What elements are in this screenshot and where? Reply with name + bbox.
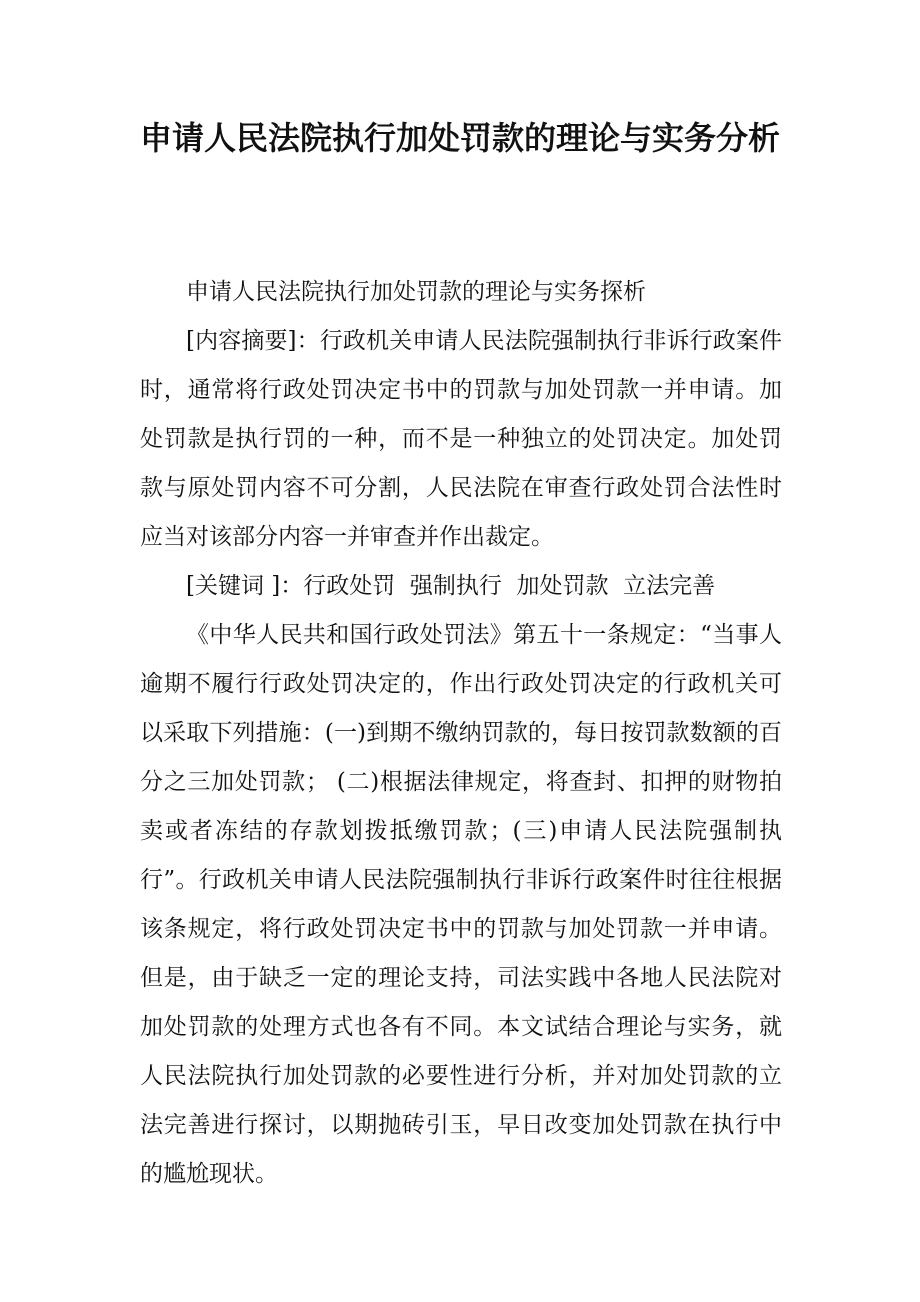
document-title: 申请人民法院执行加处罚款的理论与实务分析 [139, 119, 780, 157]
paragraph-keywords: [关键词 ]：行政处罚 强制执行 加处罚款 立法完善 [186, 573, 716, 599]
paragraph-introduction: 《中华人民共和国行政处罚法》第五十一条规定：“当事人逾期不履行行政处罚决定的，作出行政处罚决定的行政机关可以采取下列措施：(一)到期不缴纳罚款的，每日按罚款数额的百分之三加处罚款； (二)根据法律规定，将查封、扣押的财物拍卖或者冻结的存款划拨抵缴罚款；(三)申请人民法院强制执行”。行政机关申请人民法院强制执行非诉行政案件时往往根据该条规定，将行政处罚决定书中的罚款与加处罚款一并申请。但是，由于缺乏一定的理论支持，司法实践中各地人民法院对加处罚款的处理方式也各有不同。本文试结合理论与实务，就人民法院执行加处罚款的必要性进行分析，并对加处罚款的立法完善进行探讨，以期抛砖引玉，早日改变加处罚款在执行中的尴尬现状。 [140, 622, 782, 1187]
document-body [140, 268, 782, 1199]
paragraph-abstract: [内容摘要]：行政机关申请人民法院强制执行非诉行政案件时，通常将行政处罚决定书中的罚款与加处罚款一并申请。加处罚款是执行罚的一种，而不是一种独立的处罚决定。加处罚款与原处罚内容不可分割，人民法院在审查行政处罚合法性时应当对该部分内容一并审查并作出裁定。 [140, 328, 782, 550]
paragraph-subtitle: 申请人民法院执行加处罚款的理论与实务探析 [186, 279, 646, 305]
